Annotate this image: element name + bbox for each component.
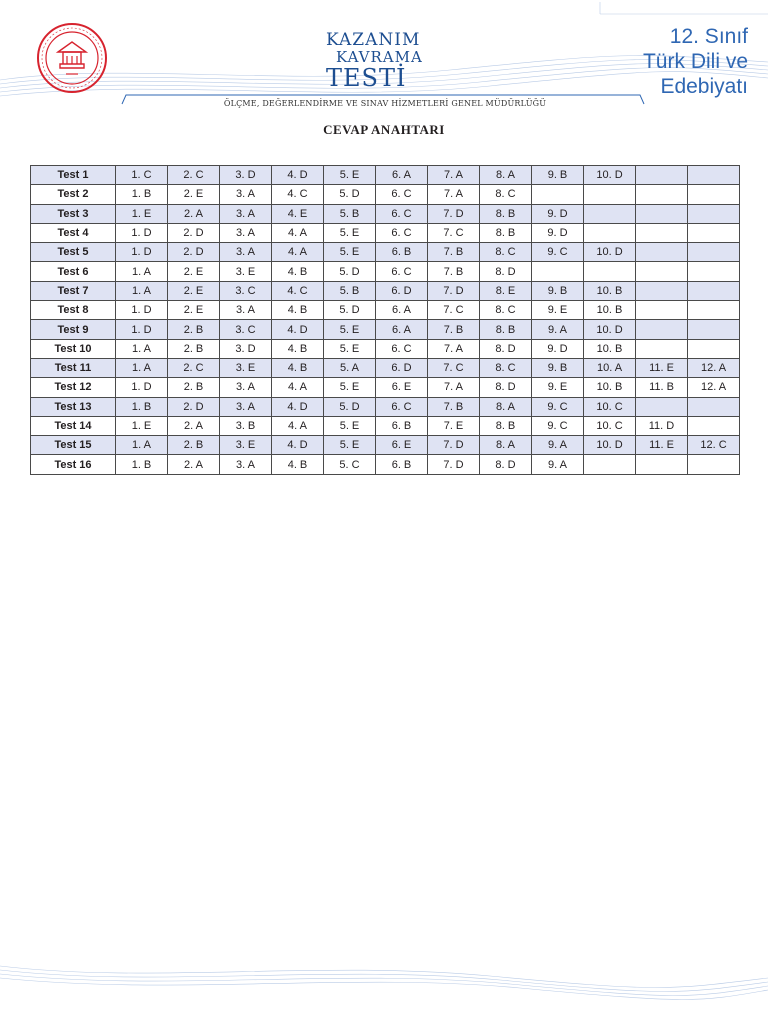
answer-cell: 8. B (480, 204, 532, 223)
answer-cell: 5. E (324, 416, 376, 435)
answer-cell: 6. B (376, 243, 428, 262)
answer-cell: 7. D (428, 281, 480, 300)
test-label: Test 5 (31, 243, 116, 262)
answer-cell: 9. B (532, 358, 584, 377)
answer-cell: 1. C (116, 166, 168, 185)
answer-cell: 11. E (636, 358, 688, 377)
answer-cell: 1. D (116, 223, 168, 242)
answer-cell: 12. A (688, 378, 740, 397)
answer-cell: 3. A (220, 397, 272, 416)
answer-cell: 7. C (428, 301, 480, 320)
answer-cell (584, 185, 636, 204)
answer-cell: 3. A (220, 455, 272, 474)
answer-cell: 3. A (220, 301, 272, 320)
course-title-line-1: 12. Sınıf (669, 25, 748, 48)
answer-cell: 6. E (376, 436, 428, 455)
footer-decoration (0, 960, 768, 1024)
answer-cell (636, 339, 688, 358)
answer-cell: 2. D (168, 243, 220, 262)
answer-cell: 5. D (324, 397, 376, 416)
answer-cell: 4. D (272, 436, 324, 455)
answer-cell: 9. B (532, 166, 584, 185)
answer-cell: 8. A (480, 166, 532, 185)
answer-cell: 3. C (220, 320, 272, 339)
answer-cell: 7. E (428, 416, 480, 435)
answer-cell: 3. D (220, 166, 272, 185)
answer-cell: 3. A (220, 243, 272, 262)
answer-cell: 1. A (116, 262, 168, 281)
answer-cell: 2. D (168, 223, 220, 242)
answer-cell: 4. A (272, 243, 324, 262)
answer-cell: 4. C (272, 281, 324, 300)
answer-cell (688, 166, 740, 185)
table-row (31, 320, 740, 339)
answer-cell: 6. C (376, 223, 428, 242)
answer-cell (688, 281, 740, 300)
test-label: Test 2 (31, 185, 116, 204)
answer-cell: 1. A (116, 358, 168, 377)
answer-cell: 5. A (324, 358, 376, 377)
table-row (31, 455, 740, 474)
answer-cell: 5. E (324, 320, 376, 339)
answer-cell (584, 455, 636, 474)
answer-cell: 6. C (376, 185, 428, 204)
answer-cell: 10. B (584, 281, 636, 300)
answer-cell: 1. E (116, 416, 168, 435)
answer-cell: 2. A (168, 455, 220, 474)
answer-cell: 7. B (428, 320, 480, 339)
answer-cell (688, 455, 740, 474)
answer-cell (688, 320, 740, 339)
answer-cell: 2. A (168, 204, 220, 223)
answer-cell (636, 185, 688, 204)
answer-cell: 8. C (480, 301, 532, 320)
answer-cell: 5. E (324, 166, 376, 185)
table-row (31, 281, 740, 300)
answer-cell (532, 262, 584, 281)
answer-cell (688, 185, 740, 204)
answer-cell: 2. C (168, 358, 220, 377)
answer-cell: 10. B (584, 339, 636, 358)
answer-cell: 1. A (116, 281, 168, 300)
brand-line-1: KAZANIM (326, 30, 421, 50)
answer-cell: 1. D (116, 243, 168, 262)
answer-cell: 10. C (584, 416, 636, 435)
answer-cell: 7. C (428, 358, 480, 377)
answer-cell: 7. D (428, 436, 480, 455)
answer-cell: 3. E (220, 262, 272, 281)
answer-cell: 9. A (532, 320, 584, 339)
test-label: Test 15 (31, 436, 116, 455)
page-title: CEVAP ANAHTARI (323, 122, 445, 137)
answer-cell: 5. E (324, 243, 376, 262)
answer-cell: 5. E (324, 223, 376, 242)
answer-cell: 1. D (116, 320, 168, 339)
answer-cell (688, 339, 740, 358)
answer-cell: 5. E (324, 339, 376, 358)
answer-cell (636, 301, 688, 320)
course-title-line-3: Edebiyatı (660, 75, 748, 98)
answer-cell: 8. E (480, 281, 532, 300)
answer-cell: 10. D (584, 166, 636, 185)
answer-cell: 10. C (584, 397, 636, 416)
answer-cell: 6. A (376, 301, 428, 320)
brand-line-2: KAVRAMA (336, 48, 423, 66)
answer-cell (636, 320, 688, 339)
agency-name: ÖLÇME, DEĞERLENDİRME VE SINAV HİZMETLERİ GENEL MÜDÜRLÜĞÜ (223, 99, 547, 108)
answer-cell: 8. C (480, 358, 532, 377)
table-row (31, 378, 740, 397)
answer-cell: 8. A (480, 397, 532, 416)
course-title (548, 24, 748, 99)
answer-cell: 6. D (376, 281, 428, 300)
answer-cell (584, 223, 636, 242)
test-label: Test 16 (31, 455, 116, 474)
answer-cell (636, 262, 688, 281)
answer-cell: 12. A (688, 358, 740, 377)
table-row (31, 339, 740, 358)
answer-cell (636, 223, 688, 242)
answer-cell: 1. D (116, 301, 168, 320)
test-label: Test 4 (31, 223, 116, 242)
answer-cell: 5. D (324, 301, 376, 320)
answer-cell (532, 185, 584, 204)
answer-cell (636, 281, 688, 300)
answer-cell: 5. B (324, 204, 376, 223)
answer-cell: 7. D (428, 455, 480, 474)
table-row (31, 262, 740, 281)
answer-cell: 8. C (480, 243, 532, 262)
answer-cell: 9. A (532, 436, 584, 455)
answer-cell: 10. D (584, 243, 636, 262)
answer-cell (636, 166, 688, 185)
test-label: Test 1 (31, 166, 116, 185)
answer-cell: 1. E (116, 204, 168, 223)
answer-cell: 8. B (480, 416, 532, 435)
answer-cell (688, 243, 740, 262)
answer-cell: 6. E (376, 378, 428, 397)
answer-cell: 2. A (168, 416, 220, 435)
answer-cell: 2. C (168, 166, 220, 185)
answer-cell: 3. E (220, 436, 272, 455)
answer-cell: 2. B (168, 378, 220, 397)
answer-cell (688, 397, 740, 416)
answer-cell: 4. A (272, 378, 324, 397)
answer-cell: 1. B (116, 455, 168, 474)
answer-cell: 8. D (480, 339, 532, 358)
answer-cell: 8. D (480, 262, 532, 281)
answer-cell: 2. B (168, 339, 220, 358)
answer-cell (688, 223, 740, 242)
answer-cell: 9. C (532, 416, 584, 435)
answer-cell: 3. A (220, 204, 272, 223)
answer-cell: 4. D (272, 397, 324, 416)
answer-cell: 1. A (116, 436, 168, 455)
answer-cell: 6. A (376, 166, 428, 185)
answer-cell: 9. D (532, 204, 584, 223)
answer-cell: 1. B (116, 397, 168, 416)
answer-cell: 4. B (272, 262, 324, 281)
answer-cell: 2. B (168, 436, 220, 455)
answer-cell: 1. D (116, 378, 168, 397)
answer-cell: 4. E (272, 204, 324, 223)
answer-cell: 7. B (428, 243, 480, 262)
test-label: Test 8 (31, 301, 116, 320)
answer-cell: 6. C (376, 204, 428, 223)
answer-key-table (30, 165, 740, 475)
answer-cell: 12. C (688, 436, 740, 455)
answer-cell: 6. A (376, 320, 428, 339)
answer-cell: 8. A (480, 436, 532, 455)
test-label: Test 6 (31, 262, 116, 281)
answer-cell: 3. A (220, 223, 272, 242)
answer-cell: 9. D (532, 339, 584, 358)
table-row (31, 166, 740, 185)
answer-cell: 7. A (428, 166, 480, 185)
answer-cell: 7. A (428, 339, 480, 358)
answer-cell: 6. B (376, 455, 428, 474)
answer-cell: 1. B (116, 185, 168, 204)
answer-cell (636, 243, 688, 262)
answer-cell: 4. A (272, 223, 324, 242)
test-label: Test 7 (31, 281, 116, 300)
answer-cell: 3. C (220, 281, 272, 300)
answer-cell: 1. A (116, 339, 168, 358)
test-label: Test 14 (31, 416, 116, 435)
answer-cell: 10. A (584, 358, 636, 377)
table-row (31, 223, 740, 242)
answer-cell: 8. C (480, 185, 532, 204)
answer-cell: 5. E (324, 378, 376, 397)
answer-cell (688, 204, 740, 223)
answer-cell: 9. A (532, 455, 584, 474)
table-row (31, 397, 740, 416)
answer-cell: 2. B (168, 320, 220, 339)
answer-cell: 5. E (324, 436, 376, 455)
brand-logo (326, 26, 436, 96)
answer-cell: 10. B (584, 378, 636, 397)
answer-cell: 3. B (220, 416, 272, 435)
answer-cell: 2. E (168, 262, 220, 281)
answer-cell: 8. D (480, 378, 532, 397)
answer-cell: 9. C (532, 243, 584, 262)
answer-cell: 6. C (376, 262, 428, 281)
test-label: Test 9 (31, 320, 116, 339)
answer-cell: 4. B (272, 339, 324, 358)
answer-cell: 7. A (428, 185, 480, 204)
answer-cell: 3. A (220, 185, 272, 204)
answer-cell: 5. D (324, 185, 376, 204)
answer-cell: 11. D (636, 416, 688, 435)
answer-cell: 7. B (428, 397, 480, 416)
answer-cell (688, 416, 740, 435)
answer-cell: 10. D (584, 320, 636, 339)
answer-cell: 2. D (168, 397, 220, 416)
answer-cell: 4. B (272, 455, 324, 474)
answer-cell: 4. B (272, 301, 324, 320)
answer-cell: 4. C (272, 185, 324, 204)
answer-cell: 6. C (376, 339, 428, 358)
answer-cell: 11. E (636, 436, 688, 455)
table-row (31, 416, 740, 435)
answer-cell: 11. B (636, 378, 688, 397)
answer-cell (688, 301, 740, 320)
answer-cell: 6. D (376, 358, 428, 377)
answer-cell: 5. D (324, 262, 376, 281)
test-label: Test 11 (31, 358, 116, 377)
answer-cell: 3. E (220, 358, 272, 377)
test-label: Test 10 (31, 339, 116, 358)
answer-cell: 4. D (272, 320, 324, 339)
test-label: Test 12 (31, 378, 116, 397)
answer-cell: 8. D (480, 455, 532, 474)
answer-cell (584, 204, 636, 223)
answer-cell: 7. D (428, 204, 480, 223)
test-label: Test 13 (31, 397, 116, 416)
table-row (31, 358, 740, 377)
test-label: Test 3 (31, 204, 116, 223)
answer-cell: 6. B (376, 416, 428, 435)
answer-cell: 5. C (324, 455, 376, 474)
answer-cell: 7. C (428, 223, 480, 242)
answer-cell: 5. B (324, 281, 376, 300)
course-title-line-2: Türk Dili ve (642, 50, 748, 73)
table-row (31, 204, 740, 223)
answer-cell (636, 455, 688, 474)
answer-cell (688, 262, 740, 281)
answer-cell: 8. B (480, 320, 532, 339)
answer-cell: 9. E (532, 301, 584, 320)
table-row (31, 185, 740, 204)
brand-line-3: TESTİ (326, 64, 407, 92)
table-row (31, 243, 740, 262)
answer-cell: 8. B (480, 223, 532, 242)
answer-cell: 2. E (168, 281, 220, 300)
answer-cell: 2. E (168, 185, 220, 204)
answer-cell: 3. A (220, 378, 272, 397)
answer-cell: 3. D (220, 339, 272, 358)
ministry-seal-logo (36, 22, 108, 94)
answer-cell: 2. E (168, 301, 220, 320)
answer-cell: 4. A (272, 416, 324, 435)
table-row (31, 436, 740, 455)
answer-cell (636, 397, 688, 416)
answer-cell: 6. C (376, 397, 428, 416)
answer-cell: 10. B (584, 301, 636, 320)
answer-cell (584, 262, 636, 281)
table-row (31, 301, 740, 320)
answer-cell: 10. D (584, 436, 636, 455)
answer-cell: 9. C (532, 397, 584, 416)
answer-cell: 7. B (428, 262, 480, 281)
answer-cell: 4. B (272, 358, 324, 377)
answer-cell: 4. D (272, 166, 324, 185)
answer-cell: 7. A (428, 378, 480, 397)
answer-cell (636, 204, 688, 223)
answer-cell: 9. B (532, 281, 584, 300)
answer-cell: 9. E (532, 378, 584, 397)
answer-cell: 9. D (532, 223, 584, 242)
